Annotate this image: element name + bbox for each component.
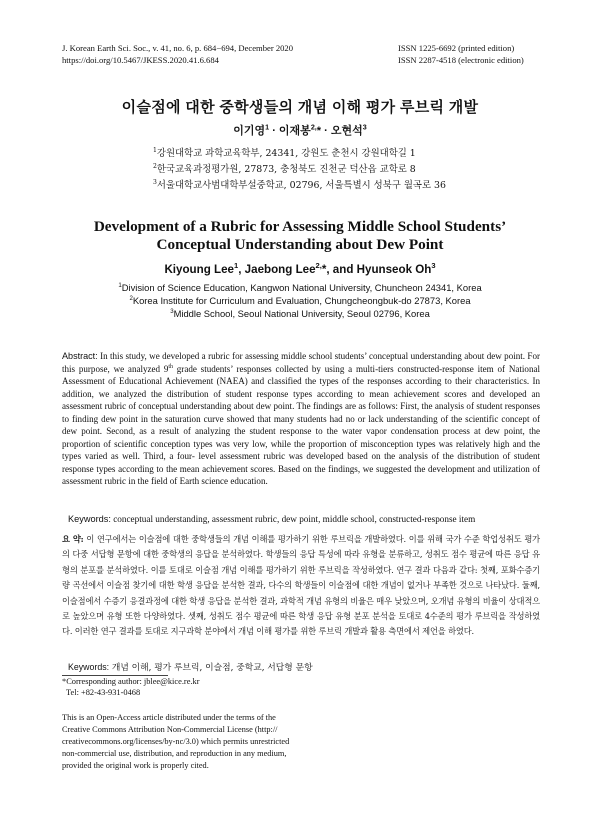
corresponding-author-footnote (62, 676, 199, 698)
author-ko-2: 이재봉 (278, 125, 311, 137)
author-ko-1-sup: 1 (265, 123, 270, 132)
author-ko-sep-1: · (269, 125, 279, 137)
affiliation-ko-3 (153, 178, 453, 194)
license-line-1: This is an Open-Access article distributed under the terms of the (62, 713, 276, 722)
author-ko-2-star: * (316, 125, 322, 137)
affiliation-en-3-text: Middle School, Seoul National University, Seoul 02796, Korea (173, 308, 430, 319)
affiliation-en-3-sup: 3 (170, 307, 174, 315)
affiliation-en-1-text: Division of Science Education, Kangwon National University, Chuncheon 24341, Korea (121, 282, 482, 293)
author-en-1-sup: 1 (234, 261, 239, 271)
license-line-4: non-commercial use, distribution, and reproduction in any medium, (62, 749, 287, 758)
affiliation-ko-3-sup: 3 (153, 178, 157, 186)
author-ko-1: 이기영 (233, 125, 266, 137)
author-ko-2-sup: 2, (310, 123, 317, 132)
author-en-sep-2: , and (326, 263, 357, 276)
header-right (398, 42, 524, 66)
affiliation-en-3 (0, 307, 600, 320)
english-abstract (62, 350, 540, 488)
license-line-3: creativecommons.org/licenses/by-nc/3.0) which permits unrestricted (62, 737, 290, 746)
author-ko-3: 오현석 (330, 125, 363, 137)
license-notice (62, 712, 294, 772)
license-line-5: provided the original work is properly cited. (62, 761, 209, 770)
korean-affiliations (153, 146, 453, 194)
english-affiliations (0, 281, 600, 320)
affiliation-ko-1 (153, 146, 453, 162)
korean-title: 이슬점에 대한 중학생들의 개념 이해 평가 루브릭 개발 (121, 99, 479, 116)
abstract-text-part-2: grade students’ responses collected by using a multi-tiers constructed-response item of National Assessment of Educational Achievement (NAEA) and classified the types of the responses according to their characteristics. In addition, we analyzed the distribution of student response types according to mean achievement scores and developed an assessment rubric of conceptual understanding about dew point. The findings are as follows: First, the analysis of student responses to finding dew point in the saturation curve showed that many students had no or lack understanding of the scientific concept of dew point. Second, as a result of analyzing the student response to the water vapor condensation process at dew point, the proportion of scientific conception types was very low, while the proportion of misconception types was relatively high and the types varied as well. Third, a four- level assessment rubric was developed based on the analysis of the distribution of student response types according to the mean achievement scores. Based on the findings, we suggested the development and utilization of assessment rubric in the field of Earth science education. (62, 363, 540, 486)
issn-electronic: ISSN 2287-4518 (electronic edition) (398, 55, 524, 65)
korean-abstract-label: 요 약: (62, 534, 84, 544)
keywords-ko-text: 개념 이해, 평가 루브릭, 이슬점, 중학교, 서답형 문항 (109, 663, 313, 673)
korean-abstract (62, 532, 540, 640)
korean-abstract-text: 이 연구에서는 이슬점에 대한 중학생들의 개념 이해를 평가하기 위한 루브릭을 개발하였다. 이를 위해 국가 수준 학업성취도 평가의 다중 서답형 문항에 대한 중학생의 응답을 분석하였다. 학생들의 응답 특성에 따라 유형을 분류하고, 성취도 점수 평균에 따른 응답 유형의 분포를 분석하였다. 이를 토대로 이슬점 개념 이해를 평가하기 위한 루브릭을 작성하였다. 연구 결과 다음과 같다: 첫째, 포화수증기량 곡선에서 이슬점 찾기에 대한 학생 응답을 분석한 결과, 다수의 학생들이 이슬점에 대한 개념이 없거나 부족한 것으로 나타났다. 둘째, 이슬점에서 수증기 응결과정에 대한 학생 응답을 분석한 결과, 과학적 개념 유형의 비율은 매우 낮았으며, 오개념 유형의 비율이 상대적으로 높았으며 유형 또한 다양하였다. 셋째, 성취도 점수 평균에 따른 학생 응답 유형 분포 분석을 토대로 4수준의 평가 루브릭을 작성하였다. 이러한 연구 결과를 토대로 지구과학 분야에서 개념 이해 평가를 위한 루브릭 개발과 활용 측면에서 제언을 하였다. (62, 534, 540, 637)
author-en-sep-1: , (238, 263, 245, 276)
abstract-grade-sup: th (168, 363, 173, 370)
author-en-2-star: * (321, 263, 327, 276)
author-ko-sep-2: · (321, 125, 331, 137)
author-en-2-sup: 2, (315, 261, 322, 271)
english-authors (0, 263, 600, 276)
affiliation-en-2-sup: 2 (129, 294, 133, 302)
affiliation-en-2-text: Korea Institute for Curriculum and Evaluation, Chungcheongbuk-do 27873, Korea (132, 295, 471, 306)
english-title (0, 218, 600, 254)
abstract-label: Abstract: (62, 351, 98, 361)
affiliation-en-1 (0, 281, 600, 294)
english-keywords (68, 514, 546, 524)
affiliation-en-2 (0, 294, 600, 307)
journal-citation: J. Korean Earth Sci. Soc., v. 41, no. 6, p. 684−694, December 2020 (62, 43, 294, 53)
header-left (62, 42, 293, 66)
corresponding-tel: Tel: +82-43-931-0468 (66, 688, 141, 697)
affiliation-ko-2 (153, 162, 453, 178)
affiliation-ko-2-text: 한국교육과정평가원, 27873, 충청북도 진천군 덕산읍 교학로 8 (156, 164, 416, 175)
affiliation-ko-2-sup: 2 (153, 162, 157, 170)
corresponding-author: *Corresponding author: jblee@kice.re.kr (62, 677, 200, 686)
abstract-text-part-1: In this study, we developed a rubric for assessing middle school students’ conceptual understanding about dew point. For this purpose, we analyzed 9 (62, 351, 540, 374)
keywords-ko-label: Keywords: (68, 662, 110, 672)
korean-keywords (68, 660, 546, 673)
affiliation-ko-1-text: 강원대학교 과학교육학부, 24341, 강원도 춘천시 강원대학길 1 (156, 148, 416, 159)
author-en-2: Jaebong Lee (244, 263, 316, 276)
author-en-3-sup: 3 (431, 261, 436, 271)
affiliation-en-1-sup: 1 (118, 281, 122, 289)
keywords-en-text: conceptual understanding, assessment rubric, dew point, middle school, constructed-response item (110, 514, 476, 524)
author-ko-3-sup: 3 (362, 123, 367, 132)
issn-print: ISSN 1225-6692 (printed edition) (398, 43, 515, 53)
affiliation-ko-1-sup: 1 (153, 146, 157, 154)
author-en-1: Kiyoung Lee (164, 263, 235, 276)
author-en-3: Hyunseok Oh (356, 263, 432, 276)
english-title-line-2: Conceptual Understanding about Dew Point (156, 236, 444, 253)
keywords-en-label: Keywords: (68, 514, 111, 524)
license-line-2: Creative Commons Attribution Non-Commercial License (http:// (62, 725, 278, 734)
english-title-line-1: Development of a Rubric for Assessing Middle School Students’ (93, 218, 507, 235)
korean-authors (0, 122, 600, 138)
affiliation-ko-3-text: 서울대학교사범대학부설중학교, 02796, 서울특별시 성북구 월곡로 36 (156, 180, 446, 191)
doi-link[interactable]: https://doi.org/10.5467/JKESS.2020.41.6.684 (62, 55, 219, 65)
